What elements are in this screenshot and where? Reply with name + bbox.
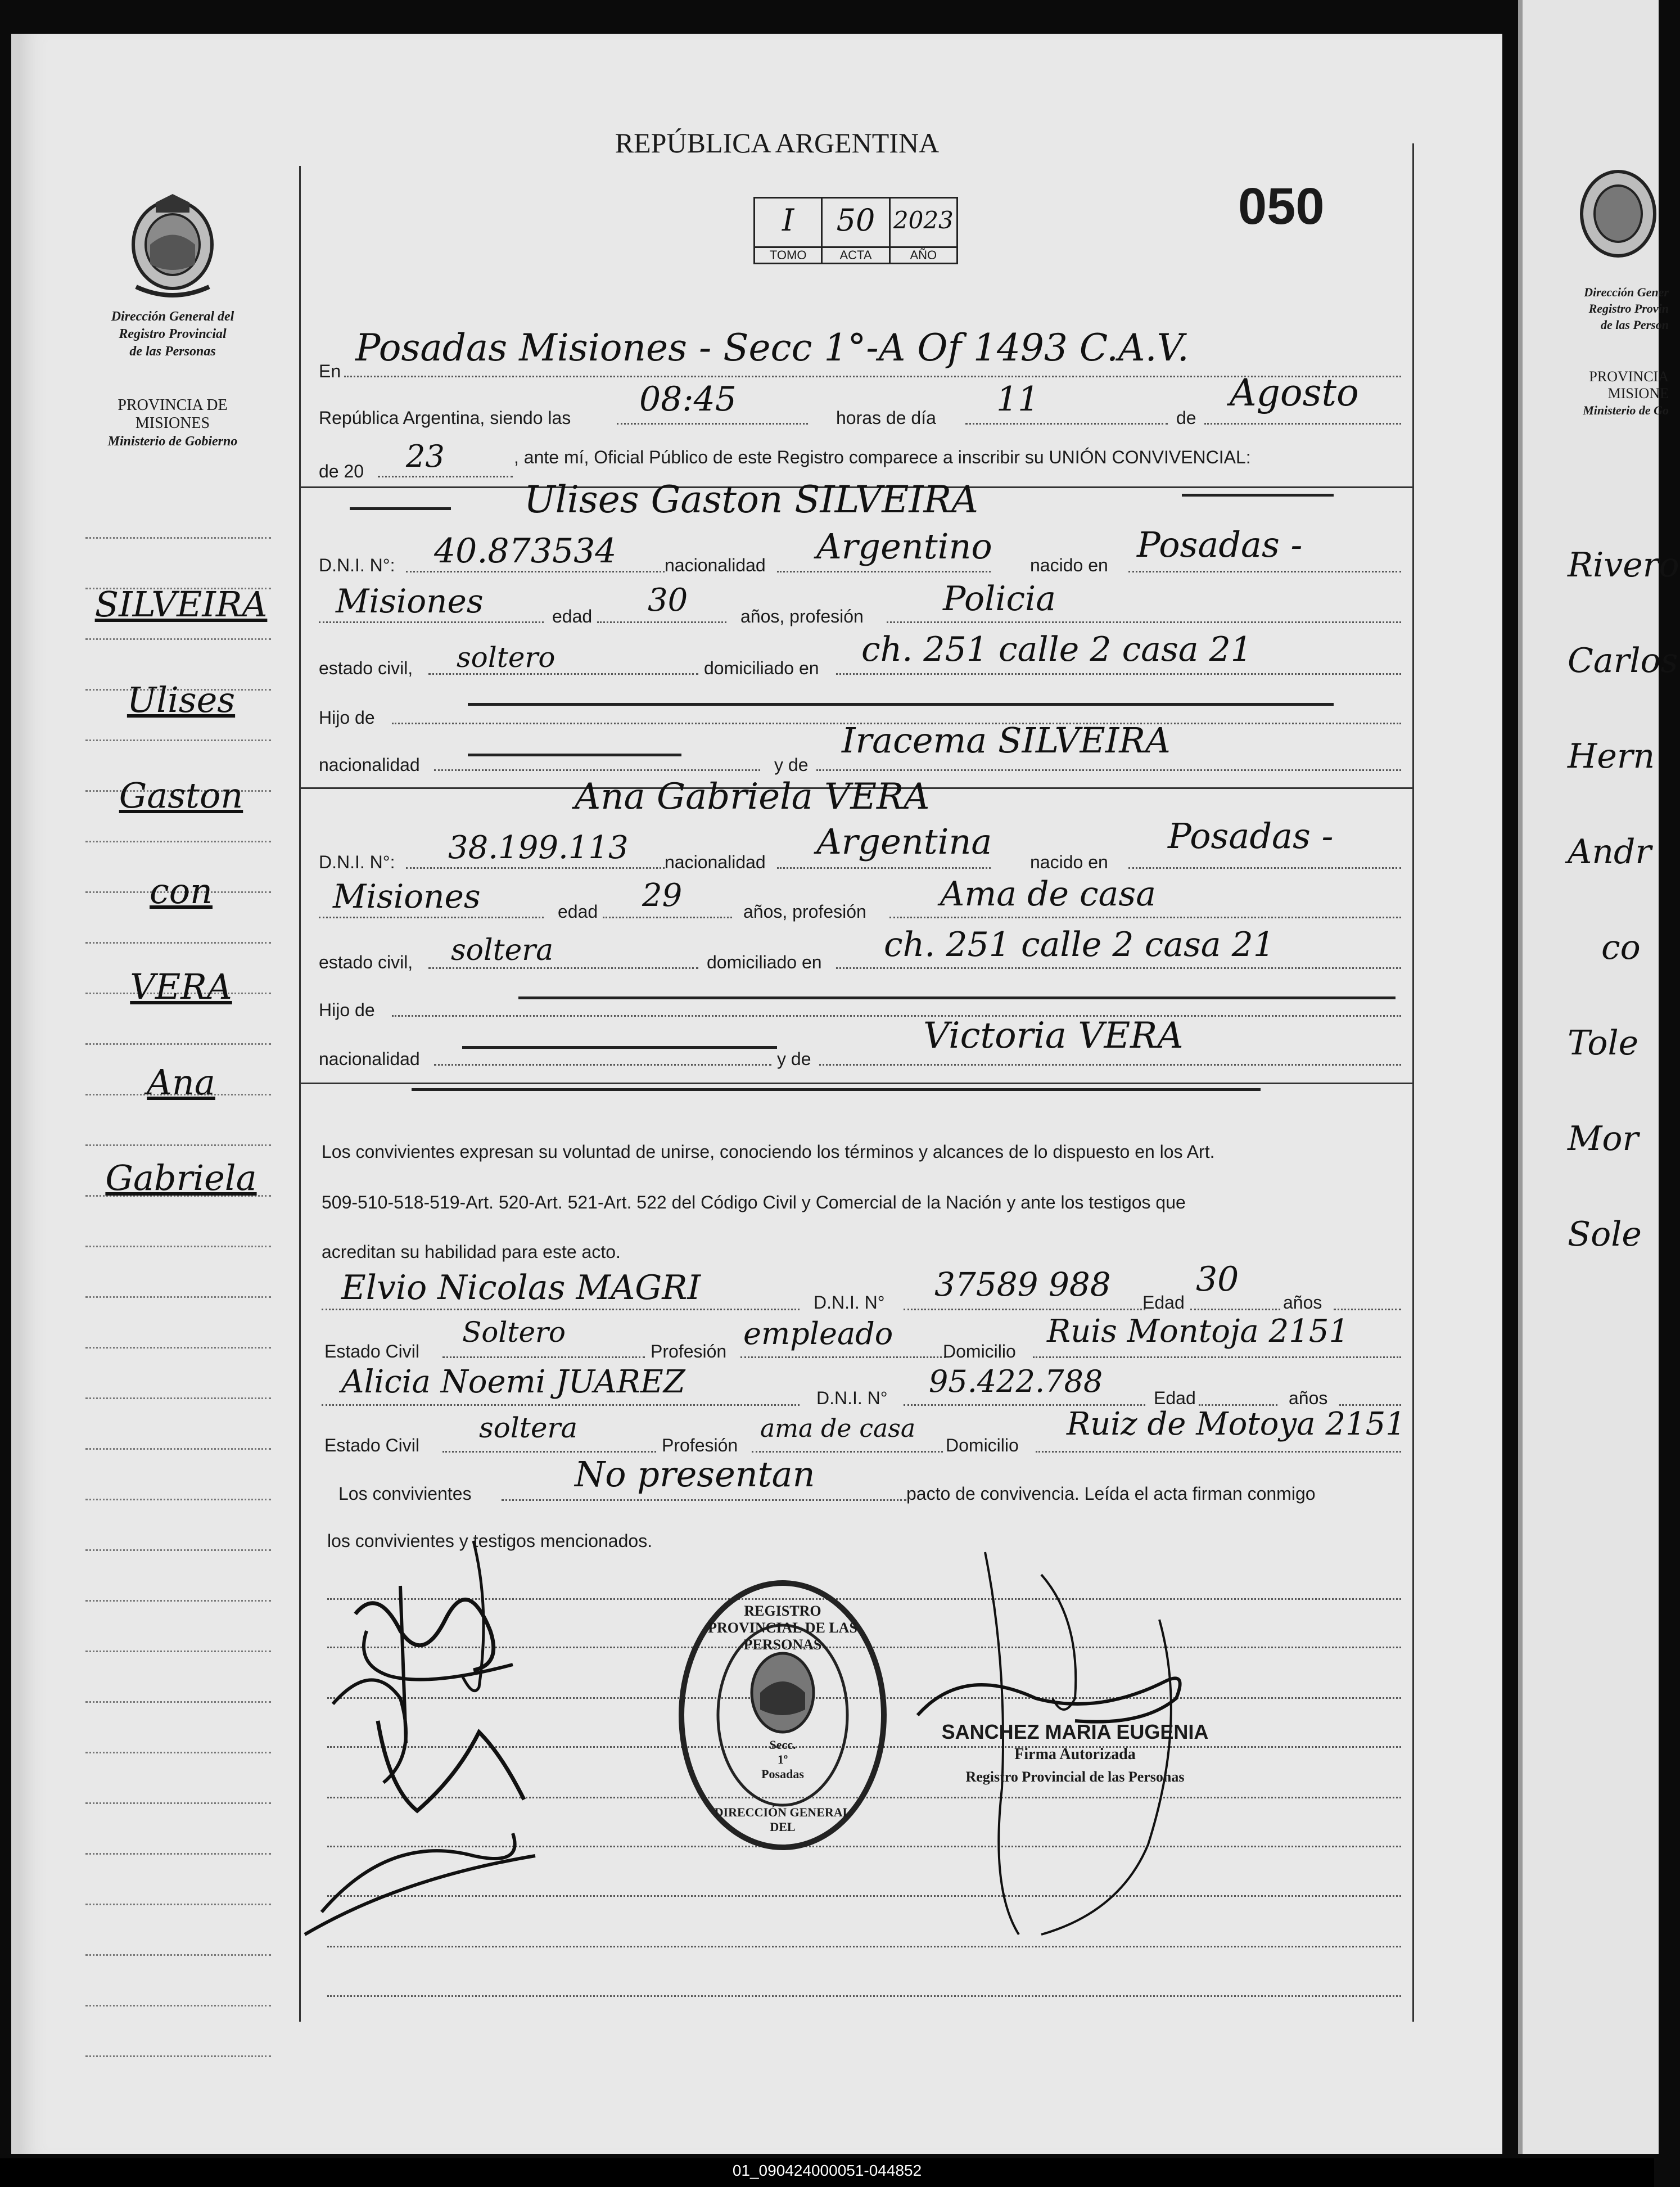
margin-name: con xyxy=(150,871,213,912)
adjacent-emblem-icon xyxy=(1573,163,1658,264)
y-de-label: y de xyxy=(774,755,809,775)
province-line1: PROVINCIA DE xyxy=(118,396,228,414)
pacto-text: pacto de convivencia. Leída el acta firman conmigo xyxy=(906,1483,1316,1504)
adjacent-names xyxy=(1568,517,1680,1282)
adjacent-name: co xyxy=(1601,928,1641,967)
dni-label: D.N.I. N°: xyxy=(319,852,395,872)
stamp-inner2: 1º xyxy=(777,1752,788,1766)
month-value: Agosto xyxy=(1230,371,1359,414)
official-name: SANCHEZ MARIA EUGENIA xyxy=(941,1720,1209,1743)
acta-label: ACTA xyxy=(823,246,888,263)
stamp-ring-bottom: DIRECCIÓN GENERAL DEL xyxy=(714,1805,851,1834)
footer-strip xyxy=(0,2158,1654,2187)
nacido-label: nacido en xyxy=(1030,852,1108,872)
witness1-profesion: empleado xyxy=(743,1316,893,1351)
estado-civil-label: Estado Civil xyxy=(324,1435,419,1455)
margin-name: SILVEIRA xyxy=(94,584,268,625)
adjacent-line1: Dirección Gener xyxy=(1584,285,1669,299)
margin-names xyxy=(91,557,271,1226)
province-line2: MISIONES xyxy=(135,414,210,432)
ministry-label: Ministerio de Gobierno xyxy=(107,434,238,449)
person1-profesion: Policia xyxy=(943,579,1056,619)
adjacent-name: Mor xyxy=(1568,1119,1639,1158)
margin-name: Ana xyxy=(147,1062,215,1103)
tomo-value: I xyxy=(782,202,794,238)
edad-label: Edad xyxy=(1154,1388,1196,1408)
official-role: Firma Autorizada xyxy=(1014,1746,1136,1763)
closing-line2: los convivientes y testigos mencionados. xyxy=(327,1531,653,1551)
person2-lugar: Misiones xyxy=(333,877,481,916)
person2-nacionalidad: Argentina xyxy=(816,821,992,862)
dni-label: D.N.I. N°: xyxy=(319,555,395,575)
day-value: 11 xyxy=(996,380,1040,419)
signatures-icon xyxy=(288,1518,580,1957)
hijo-label: Hijo de xyxy=(319,707,375,728)
estado-civil-label: estado civil, xyxy=(319,658,413,678)
witness2-domicilio: Ruiz de Motoya 2151 xyxy=(1067,1406,1406,1442)
anios-label: años xyxy=(1283,1292,1322,1313)
witness1-domicilio: Ruis Montoja 2151 xyxy=(1047,1313,1349,1350)
adjacent-line2: Registro Provin xyxy=(1588,301,1669,315)
witness1-dni: 37589 988 xyxy=(934,1265,1111,1304)
horas-label: horas de día xyxy=(836,408,936,428)
adjacent-name: Sole xyxy=(1568,1215,1642,1254)
person1-estado-civil: soltero xyxy=(457,641,556,674)
witness1-edad: 30 xyxy=(1196,1260,1239,1299)
applicant-name: Ulises Gaston SILVEIRA xyxy=(524,478,978,521)
adjacent-line3: de las Person xyxy=(1601,318,1669,332)
adjacent-name: Hern xyxy=(1568,737,1655,776)
de-label: de xyxy=(1176,408,1196,428)
section-divider xyxy=(299,1083,1414,1084)
y-de-label: y de xyxy=(777,1049,811,1069)
nacionalidad-label: nacionalidad xyxy=(665,555,766,575)
stamp-inner3: Posadas xyxy=(761,1767,804,1781)
estado-civil-label: estado civil, xyxy=(319,952,413,972)
person1-dni: 40.873534 xyxy=(434,531,617,571)
adjacent-name: Rivero xyxy=(1568,545,1679,585)
witness1-name: Elvio Nicolas MAGRI xyxy=(341,1268,701,1307)
domiciliado-label: domiciliado en xyxy=(707,952,822,972)
adjacent-name: Carlos xyxy=(1568,641,1678,680)
profesion-label: Profesión xyxy=(651,1341,727,1361)
presentan-value: No presentan xyxy=(575,1454,815,1495)
official-org: Registro Provincial de las Personas xyxy=(965,1769,1185,1785)
adjacent-page xyxy=(1518,0,1679,2154)
nacionalidad-label: nacionalidad xyxy=(319,755,420,775)
tomo-label: TOMO xyxy=(755,246,821,263)
witness2-estado-civil: soltera xyxy=(479,1412,578,1444)
person1-madre: Iracema SILVEIRA xyxy=(842,720,1171,761)
year-value: 23 xyxy=(406,439,445,474)
record-number: 050 xyxy=(1238,178,1325,235)
legal-line1: Los convivientes expresan su voluntad de unirse, conociendo los términos y alcances de lo dispuesto en los Art. xyxy=(322,1142,1215,1162)
stamp-inner1: Secc. xyxy=(769,1738,796,1752)
adjacent-prov1: PROVINCIA xyxy=(1589,368,1669,385)
person2-domicilio: ch. 251 calle 2 casa 21 xyxy=(884,925,1275,964)
margin-name: VERA xyxy=(130,966,232,1007)
legal-line3: acreditan su habilidad para este acto. xyxy=(322,1242,621,1262)
tomo-acta-anio-box xyxy=(753,197,958,264)
person2-nacido: Posadas - xyxy=(1168,815,1334,856)
acta-value: 50 xyxy=(836,202,875,238)
de20-label: de 20 xyxy=(319,461,364,481)
adjacent-name: Tole xyxy=(1568,1023,1639,1063)
estado-civil-label: Estado Civil xyxy=(324,1341,419,1361)
domicilio-label: Domicilio xyxy=(946,1435,1019,1455)
person1-domicilio: ch. 251 calle 2 casa 21 xyxy=(861,630,1252,669)
convivientes-label: Los convivientes xyxy=(338,1483,472,1504)
nacionalidad-label: nacionalidad xyxy=(665,852,766,872)
provincial-emblem-icon xyxy=(125,191,220,304)
anio-value: 2023 xyxy=(893,206,954,234)
country-title: REPÚBLICA ARGENTINA xyxy=(615,127,940,159)
adjacent-name: Andr xyxy=(1568,832,1652,872)
dni-label: D.N.I. N° xyxy=(814,1292,885,1313)
republica-label: República Argentina, siendo las xyxy=(319,408,571,428)
profesion-label: Profesión xyxy=(662,1435,738,1455)
emblem-line1: Dirección General del xyxy=(111,309,234,324)
anios-label: años xyxy=(1289,1388,1328,1408)
nacionalidad-label: nacionalidad xyxy=(319,1049,420,1069)
place-value: Posadas Misiones - Secc 1°-A Of 1493 C.A.V. xyxy=(355,326,1189,369)
margin-name: Ulises xyxy=(127,679,236,720)
legal-line2: 509-510-518-519-Art. 520-Art. 521-Art. 522 del Código Civil y Comercial de la Nación y ante los testigos que xyxy=(322,1192,1186,1212)
margin-name: Gaston xyxy=(119,775,243,816)
person2-profesion: Ama de casa xyxy=(940,874,1156,914)
statement-text: , ante mí, Oficial Público de este Registro comparece a inscribir su UNIÓN CONVIVENCIAL: xyxy=(514,447,1251,467)
dni-label: D.N.I. N° xyxy=(816,1388,888,1408)
hijo-label: Hijo de xyxy=(319,1000,375,1020)
person1-nacido: Posadas - xyxy=(1137,524,1303,565)
person2-estado-civil: soltera xyxy=(451,934,554,967)
register-page xyxy=(11,34,1502,2154)
partner-name: Ana Gabriela VERA xyxy=(575,776,930,818)
person1-nacionalidad: Argentino xyxy=(816,526,992,567)
profesion-label: años, profesión xyxy=(740,606,864,626)
nacido-label: nacido en xyxy=(1030,555,1108,575)
file-id: 01_090424000051-044852 xyxy=(732,2162,922,2179)
witness1-estado-civil: Soltero xyxy=(462,1316,566,1349)
emblem-line3: de las Personas xyxy=(129,344,216,359)
edad-label: Edad xyxy=(1142,1292,1185,1313)
profesion-label: años, profesión xyxy=(743,901,866,922)
en-label: En xyxy=(319,361,341,381)
witness2-profesion: ama de casa xyxy=(760,1414,916,1443)
person2-dni: 38.199.113 xyxy=(448,829,629,866)
anio-label: AÑO xyxy=(891,246,956,263)
emblem-line2: Registro Provincial xyxy=(119,327,227,341)
adjacent-ministry: Ministerio de Go xyxy=(1583,403,1669,417)
edad-label: edad xyxy=(552,606,593,626)
witness2-name: Alicia Noemi JUAREZ xyxy=(341,1364,685,1400)
person2-madre: Victoria VERA xyxy=(923,1015,1184,1057)
person2-edad: 29 xyxy=(642,877,683,914)
domiciliado-label: domiciliado en xyxy=(704,658,819,678)
person1-edad: 30 xyxy=(648,582,688,619)
person1-lugar: Misiones xyxy=(336,582,484,620)
adjacent-prov2: MISIONE xyxy=(1607,385,1669,402)
domicilio-label: Domicilio xyxy=(943,1341,1016,1361)
witness2-dni: 95.422.788 xyxy=(929,1364,1103,1399)
edad-label: edad xyxy=(558,901,598,922)
margin-name: Gabriela xyxy=(105,1157,257,1198)
stamp-ring-text: REGISTRO PROVINCIAL DE LAS PERSONAS xyxy=(708,1603,857,1653)
time-value: 08:45 xyxy=(639,380,737,419)
